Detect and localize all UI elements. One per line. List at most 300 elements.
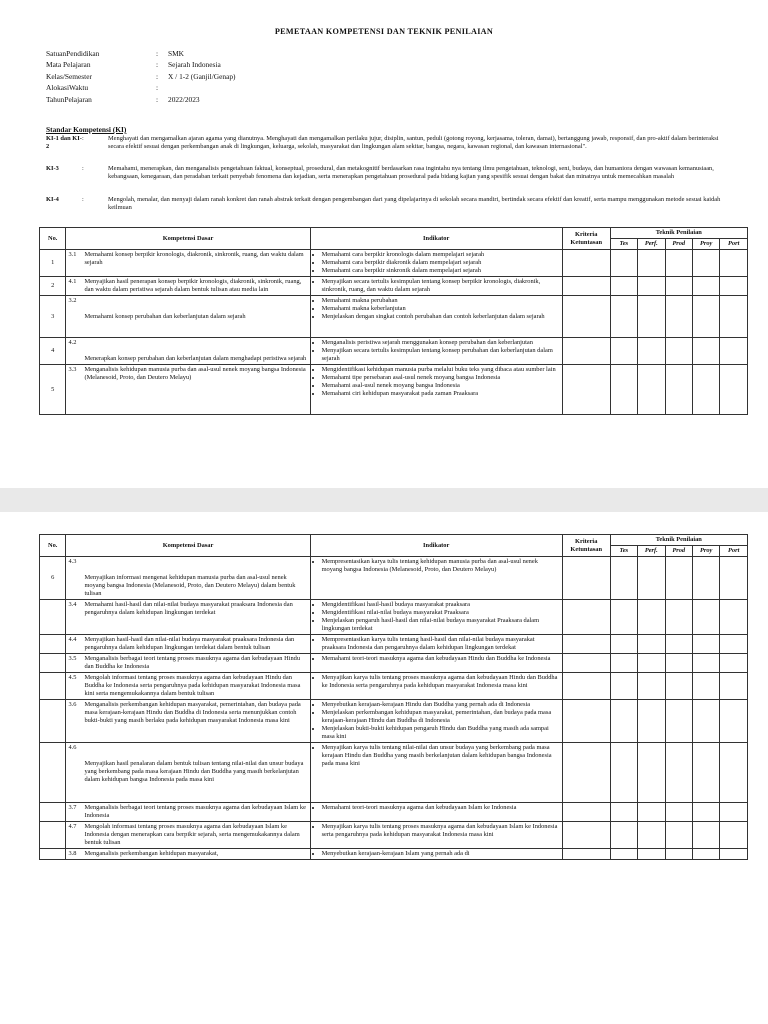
competency-number: 4.4	[68, 636, 77, 643]
indicator-list	[313, 297, 560, 321]
competency-line	[68, 366, 307, 382]
technique-prod-cell	[665, 849, 692, 860]
technique-perf-cell	[638, 849, 665, 860]
ki-colon: :	[82, 165, 84, 172]
technique-prod-cell	[665, 635, 692, 654]
competency-cell	[66, 654, 310, 673]
indicator-item: • Memahami ciri kehidupan masyarakat pada zaman Praaksara	[322, 390, 560, 398]
header-kk: Kriteria Ketuntasan	[562, 535, 610, 557]
header-perf: Perf.	[638, 239, 665, 250]
technique-proy-cell	[692, 743, 719, 803]
table-row	[40, 673, 748, 700]
criteria-cell	[562, 743, 610, 803]
competency-line	[68, 558, 307, 566]
competency-cell	[66, 296, 310, 338]
technique-proy-cell	[692, 673, 719, 700]
indicator-item: • Mempresentasikan karya tulis tentang kehidupan manusia purba dan asal-usul nenek moyang bangsa Indonesia (Melanesoid, Proto, dan Deutero Melayu)	[322, 558, 560, 574]
table-row	[40, 803, 748, 822]
technique-tes-cell	[610, 849, 637, 860]
table-row	[40, 743, 748, 803]
technique-perf-cell	[638, 700, 665, 743]
technique-port-cell	[720, 803, 748, 822]
competency-number	[68, 355, 84, 363]
competency-number: 4.1	[68, 278, 77, 285]
technique-port-cell	[720, 338, 748, 365]
table-row	[40, 849, 748, 860]
technique-prod-cell	[665, 250, 692, 277]
competency-text: Menganalisis berbagai teori tentang proses masuknya agama dan kebudayaan Islam ke Indonesia	[84, 804, 306, 819]
indicator-item: • Mengidentifikasi nilai-nilai budaya masyarakat Praaksara	[322, 609, 560, 617]
meta-value: 2022/2023	[168, 94, 200, 104]
header-tp: Teknik Penilaian	[610, 535, 747, 546]
ki-label: KI-4	[46, 196, 59, 203]
competency-line	[68, 760, 307, 784]
technique-perf-cell	[638, 635, 665, 654]
competency-text: Menyajikan hasil penalaran dalam bentuk tulisan tentang nilai-nilai dan unsur budaya yang berkembang pada masa kerajaan Hindu dan Buddha yang masih berkelanjutan dalam kehidupan bangsa Indonesia pada masa kini	[84, 760, 304, 783]
header-proy: Proy	[692, 546, 719, 557]
technique-port-cell	[720, 673, 748, 700]
criteria-cell	[562, 822, 610, 849]
competency-line	[68, 804, 307, 820]
competency-text: Menganalisis berbagai teori tentang proses masuknya agama dan kebudayaan Hindu dan Buddha ke Indonesia	[84, 655, 301, 670]
criteria-cell	[562, 700, 610, 743]
indicator-item: • Memahami makna keberlanjutan	[322, 305, 560, 313]
meta-label: AlokasiWaktu	[46, 83, 89, 93]
criteria-cell	[562, 600, 610, 635]
technique-prod-cell	[665, 365, 692, 415]
identity-block	[46, 48, 236, 105]
competency-number: 3.1	[68, 251, 77, 258]
technique-prod-cell	[665, 277, 692, 296]
competency-cell	[66, 277, 310, 296]
document-page-2	[0, 512, 768, 1024]
indicator-item: • Menjelaskan pengaruh hasil-hasil dan nilai-nilai budaya masyarakat Praaksara dalam lingkungan terdekat	[322, 617, 560, 633]
indicator-item: • Menjelaskan bukti-bukti kehidupan pengaruh Hindu dan Buddha yang masih ada sampai masa kini	[322, 725, 560, 741]
technique-tes-cell	[610, 700, 637, 743]
competency-line	[68, 701, 307, 725]
competency-text: Memahami konsep perubahan dan keberlanjutan dalam sejarah	[84, 313, 246, 320]
criteria-cell	[562, 250, 610, 277]
indicator-cell	[310, 365, 562, 415]
header-ind: Indikator	[310, 228, 562, 250]
competency-number: 3.5	[68, 655, 77, 662]
meta-row	[46, 82, 236, 93]
technique-perf-cell	[638, 803, 665, 822]
meta-row	[46, 48, 236, 59]
technique-perf-cell	[638, 338, 665, 365]
technique-tes-cell	[610, 557, 637, 600]
indicator-item: • Memahami makna perubahan	[322, 297, 560, 305]
competency-cell	[66, 365, 310, 415]
technique-prod-cell	[665, 338, 692, 365]
technique-prod-cell	[665, 654, 692, 673]
row-number	[40, 849, 66, 860]
indicator-list	[313, 601, 560, 633]
technique-port-cell	[720, 277, 748, 296]
competency-text: Mengolah informasi tentang proses masuknya agama dan kebudayaan Islam ke Indonesia dengan menerapkan cara berpikir sejarah, serta mengemukakannya dalam bentuk tulisan	[84, 823, 300, 846]
competency-line	[68, 278, 307, 294]
table-header-row	[40, 228, 748, 239]
competency-number: 3.2	[68, 297, 77, 304]
competency-line	[68, 297, 307, 305]
row-number: 1	[40, 250, 66, 277]
technique-prod-cell	[665, 296, 692, 338]
ki-text: Mengolah, menalar, dan menyaji dalam ranah konkret dan ranah abstrak terkait dengan pengembangan dari yang dipelajarinya di sekolah secara mandiri, bertindak secara efektif dan kreatif, serta mampu menggunakan metode sesuai kaidah keilmuan	[108, 196, 721, 212]
row-number	[40, 700, 66, 743]
competency-number: 4.7	[68, 823, 77, 830]
table-header-row	[40, 535, 748, 546]
competency-line	[68, 355, 307, 363]
indicator-cell	[310, 654, 562, 673]
technique-tes-cell	[610, 250, 637, 277]
competency-text: Mengolah informasi tentang proses masuknya agama dan kebudayaan Hindu dan Buddha ke Indonesia serta pengaruhnya pada kehidupan masyarakat Indonesia masa kini serta mengemukakannya dalam bentuk tulisan	[84, 674, 301, 697]
meta-colon: :	[156, 71, 159, 81]
technique-port-cell	[720, 700, 748, 743]
technique-prod-cell	[665, 600, 692, 635]
row-number	[40, 743, 66, 803]
competency-text: Memahami konsep berpikir kronologis, diakronik, sinkronik, ruang, dan waktu dalam sejarah	[84, 251, 304, 266]
technique-proy-cell	[692, 365, 719, 415]
competency-number: 4.3	[68, 558, 77, 565]
technique-perf-cell	[638, 673, 665, 700]
technique-perf-cell	[638, 654, 665, 673]
technique-perf-cell	[638, 277, 665, 296]
competency-number: 4.6	[68, 744, 77, 751]
technique-port-cell	[720, 849, 748, 860]
indicator-cell	[310, 803, 562, 822]
table-row	[40, 635, 748, 654]
row-number: 4	[40, 338, 66, 365]
criteria-cell	[562, 557, 610, 600]
indicator-item: • Menyajikan karya tulis tentang nilai-nilai dan unsur budaya yang berkembang pada masa kerajaan Hindu dan Buddha yang masih berkelanjutan dalam kehidupan bangsa Indonesia pada masa kini	[322, 744, 560, 768]
meta-colon: :	[156, 83, 159, 93]
technique-perf-cell	[638, 557, 665, 600]
indicator-item: • Memahami cara berpikir kronologis dalam mempelajari sejarah	[322, 251, 560, 259]
technique-proy-cell	[692, 849, 719, 860]
technique-tes-cell	[610, 365, 637, 415]
technique-proy-cell	[692, 296, 719, 338]
indicator-item: • Menyajikan karya tulis tentang proses masuknya agama dan kebudayaan Hindu dan Buddha ke Indonesia serta pengaruhnya pada kehidupan masyarakat Indonesia masa kini	[322, 674, 560, 690]
technique-prod-cell	[665, 803, 692, 822]
ki-label: KI-1 dan KI-2	[46, 135, 82, 151]
competency-text: Menerapkan konsep perubahan dan keberlanjutan dalam menghadapi peristiwa sejarah	[84, 355, 307, 362]
technique-prod-cell	[665, 673, 692, 700]
indicator-item: • Menyajikan secara tertulis kesimpulan tentang konsep berpikir kronologis, diakronik, sinkronik, ruang, dan waktu dalam sejarah	[322, 278, 560, 294]
technique-port-cell	[720, 296, 748, 338]
indicator-list	[313, 366, 560, 398]
competency-text: Menyajikan informasi mengenai kehidupan manusia purba dan asal-usul nenek moyang bangsa Indonesia (Melanesoid, Proto, dan Deutero Melayu) dalam bentuk tulisan	[84, 574, 296, 597]
competency-number: 3.6	[68, 701, 77, 708]
competency-cell	[66, 600, 310, 635]
criteria-cell	[562, 338, 610, 365]
technique-tes-cell	[610, 822, 637, 849]
indicator-list	[313, 339, 560, 363]
criteria-cell	[562, 673, 610, 700]
technique-perf-cell	[638, 822, 665, 849]
indicator-cell	[310, 296, 562, 338]
competency-text: Menyajikan hasil penerapan konsep berpikir kronologis, diakronik, sinkronik, ruang, dan waktu dalam peristiwa sejarah dalam bentuk tulisan atau media lain	[84, 278, 302, 293]
technique-proy-cell	[692, 557, 719, 600]
ki-text: Memahami, menerapkan, dan menganalisis pengetahuan faktual, konseptual, prosedural, dan metakognitif berdasarkan rasa ingintahu nya tentang ilmu pengetahuan, teknologi, seni, budaya, dan humaniora dengan wawasan kemanusiaan, kebangsaan, kenegaraan, dan peradaban terkait penyebab fenomena dan kejadian, serta menerapkan pengetahuan prosedural pada bidang kajian yang spesifik sesuai dengan bakat dan minatnya untuk memecahkan masalah	[108, 165, 714, 181]
indicator-item: • Mempresentasikan karya tulis tentang hasil-hasil dan nilai-nilai budaya masyarakat praaksara Indonesia dan pengaruhnya dalam kehidupan lingkungan terdekat	[322, 636, 560, 652]
indicator-item: • Menjelaskan dengan singkat contoh perubahan dan contoh keberlanjutan dalam sejarah	[322, 313, 560, 321]
technique-perf-cell	[638, 743, 665, 803]
technique-port-cell	[720, 822, 748, 849]
row-number: 6	[40, 557, 66, 600]
competency-line	[68, 574, 307, 598]
technique-tes-cell	[610, 635, 637, 654]
meta-row	[46, 94, 236, 105]
header-proy: Proy	[692, 239, 719, 250]
header-port: Port	[720, 239, 748, 250]
meta-label: TahunPelajaran	[46, 94, 92, 104]
ki-row	[46, 165, 736, 182]
technique-tes-cell	[610, 277, 637, 296]
row-number	[40, 600, 66, 635]
meta-row	[46, 59, 236, 70]
indicator-item: • Memahami cara berpikir diakronik dalam mempelajari sejarah	[322, 259, 560, 267]
header-port: Port	[720, 546, 748, 557]
table-row	[40, 338, 748, 365]
table-row	[40, 557, 748, 600]
competency-line	[68, 339, 307, 347]
competency-line	[68, 744, 307, 752]
indicator-list	[313, 558, 560, 574]
technique-proy-cell	[692, 803, 719, 822]
technique-tes-cell	[610, 654, 637, 673]
criteria-cell	[562, 296, 610, 338]
meta-label: Kelas/Semester	[46, 71, 92, 81]
technique-port-cell	[720, 635, 748, 654]
technique-perf-cell	[638, 600, 665, 635]
table-row	[40, 365, 748, 415]
ki-colon: :	[82, 196, 84, 203]
indicator-list	[313, 804, 560, 812]
row-number	[40, 822, 66, 849]
indicator-cell	[310, 277, 562, 296]
indicator-item: • Mengidentifikasi hasil-hasil budaya masyarakat praaksara	[322, 601, 560, 609]
header-tes: Tes	[610, 546, 637, 557]
criteria-cell	[562, 849, 610, 860]
indicator-list	[313, 744, 560, 768]
indicator-cell	[310, 673, 562, 700]
competency-line	[68, 636, 307, 652]
header-kd: Kompetensi Dasar	[66, 228, 310, 250]
technique-prod-cell	[665, 557, 692, 600]
competency-number	[68, 313, 84, 321]
page-title: PEMETAAN KOMPETENSI DAN TEKNIK PENILAIAN	[274, 27, 494, 36]
row-number: 2	[40, 277, 66, 296]
header-no: No.	[40, 535, 66, 557]
competency-text: Menganalisis perkembangan kehidupan masyarakat, pemerintahan, dan budaya pada masa kerajaan-kerajaan Hindu dan Buddha di Indonesia serta menunjukkan contoh bukti-bukti yang masih berlaku pada kehidupan masyarakat Indonesia masa kini	[84, 701, 301, 724]
competency-number: 4.2	[68, 339, 77, 346]
competency-cell	[66, 338, 310, 365]
technique-tes-cell	[610, 743, 637, 803]
indicator-cell	[310, 600, 562, 635]
indicator-cell	[310, 250, 562, 277]
technique-proy-cell	[692, 250, 719, 277]
technique-perf-cell	[638, 250, 665, 277]
technique-tes-cell	[610, 600, 637, 635]
competency-number	[68, 574, 84, 598]
competency-cell	[66, 700, 310, 743]
indicator-cell	[310, 849, 562, 860]
header-tp: Teknik Penilaian	[610, 228, 747, 239]
table-row	[40, 296, 748, 338]
technique-proy-cell	[692, 654, 719, 673]
competency-line	[68, 251, 307, 267]
competency-cell	[66, 673, 310, 700]
competency-number: 4.5	[68, 674, 77, 681]
technique-proy-cell	[692, 277, 719, 296]
indicator-list	[313, 655, 560, 663]
indicator-item: • Mengidentifikasi kehidupan manusia purba melalui buku teks yang dibaca atau sumber lain	[322, 366, 560, 374]
indicator-item: • Memahami cara berpikir sinkronik dalam mempelajari sejarah	[322, 267, 560, 275]
competency-number: 3.8	[68, 850, 77, 857]
competency-cell	[66, 849, 310, 860]
table-row	[40, 822, 748, 849]
technique-perf-cell	[638, 365, 665, 415]
row-number: 3	[40, 296, 66, 338]
indicator-item: • Memahami teori-teori masuknya agama dan kebudayaan Islam ke Indonesia	[322, 804, 560, 812]
meta-colon: :	[156, 94, 159, 104]
ki-row	[46, 135, 736, 152]
header-perf: Perf.	[638, 546, 665, 557]
row-number: 5	[40, 365, 66, 415]
table-row	[40, 654, 748, 673]
header-ind: Indikator	[310, 535, 562, 557]
indicator-list	[313, 278, 560, 294]
competency-line	[68, 823, 307, 847]
page-gap	[0, 488, 768, 512]
competency-table-2	[39, 534, 748, 860]
criteria-cell	[562, 803, 610, 822]
indicator-item: • Menjelaskan perkembangan kehidupan masyarakat, pemerintahan, dan budaya pada masa kerajaan-kerajaan Hindu dan Buddha di Indonesia	[322, 709, 560, 725]
header-no: No.	[40, 228, 66, 250]
ki-colon: :	[82, 135, 84, 142]
technique-port-cell	[720, 654, 748, 673]
table-row	[40, 700, 748, 743]
indicator-list	[313, 674, 560, 690]
competency-cell	[66, 250, 310, 277]
ki-text: Menghayati dan mengamalkan ajaran agama yang dianutnya. Menghayati dan mengamalkan perilaku jujur, disiplin, santun, peduli (gotong royong, kerjasama, toleran, damai), bertanggung jawab, responsif, dan pro-aktif dalam berinteraksi secara efektif sesuai dengan perkembangan anak di lingkungan, keluarga, sekolah, masyarakat dan lingkungan alam sekitar, bangsa, negara, kawasan regional, dan kawasan internasional".	[108, 135, 719, 151]
technique-port-cell	[720, 365, 748, 415]
row-number	[40, 635, 66, 654]
table-row	[40, 277, 748, 296]
indicator-item: • Menyajikan karya tulis tentang proses masuknya agama dan kebudayaan Islam ke Indonesia serta pengaruhnya pada kehidupan masyarakat Indonesia masa kini	[322, 823, 560, 839]
competency-number: 3.3	[68, 366, 77, 373]
competency-cell	[66, 635, 310, 654]
table-row	[40, 250, 748, 277]
criteria-cell	[562, 365, 610, 415]
technique-tes-cell	[610, 803, 637, 822]
indicator-item: • Memahami asal-usul nenek moyang bangsa Indonesia	[322, 382, 560, 390]
indicator-cell	[310, 822, 562, 849]
competency-line	[68, 313, 307, 321]
header-prod: Prod	[665, 239, 692, 250]
competency-number: 3.4	[68, 601, 77, 608]
competency-number: 3.7	[68, 804, 77, 811]
technique-port-cell	[720, 743, 748, 803]
competency-line	[68, 850, 307, 858]
technique-tes-cell	[610, 673, 637, 700]
technique-prod-cell	[665, 700, 692, 743]
indicator-item: • Menyebutkan kerajaan-kerajaan Hindu dan Buddha yang pernah ada di Indonesia	[322, 701, 560, 709]
technique-prod-cell	[665, 822, 692, 849]
meta-colon: :	[156, 49, 159, 58]
competency-cell	[66, 557, 310, 600]
header-tes: Tes	[610, 239, 637, 250]
row-number	[40, 654, 66, 673]
indicator-list	[313, 701, 560, 741]
meta-row	[46, 71, 236, 82]
technique-proy-cell	[692, 635, 719, 654]
competency-line	[68, 674, 307, 698]
technique-proy-cell	[692, 822, 719, 849]
indicator-cell	[310, 743, 562, 803]
document-page-1	[0, 0, 768, 488]
competency-text: Menganalisis perkembangan kehidupan masyarakat,	[84, 850, 219, 857]
indicator-item: • Menganalisis peristiwa sejarah menggunakan konsep perubahan dan keberlanjutan	[322, 339, 560, 347]
competency-number	[68, 760, 84, 784]
technique-proy-cell	[692, 600, 719, 635]
competency-cell	[66, 743, 310, 803]
meta-label: Mata Pelajaran	[46, 60, 91, 70]
ki-row	[46, 196, 736, 213]
indicator-list	[313, 636, 560, 652]
row-number	[40, 673, 66, 700]
competency-cell	[66, 822, 310, 849]
standard-competency-heading: Standar Kompetensi (KI)	[46, 125, 127, 134]
competency-text: Memahami hasil-hasil dan nilai-nilai budaya masyarakat praaksara Indonesia dan pengaruhnya dalam kehidupan lingkungan terdekat	[84, 601, 293, 616]
meta-value: Sejarah Indonesia	[168, 60, 221, 70]
competency-table-1	[39, 227, 748, 415]
meta-label: SatuanPendidikan	[46, 49, 100, 58]
technique-port-cell	[720, 600, 748, 635]
table-row	[40, 600, 748, 635]
competency-text: Menyajikan hasil-hasil dan nilai-nilai budaya masyarakat praaksara Indonesia dan pengaruhnya dalam kehidupan lingkungan terdekat dalam bentuk tulisan	[84, 636, 295, 651]
technique-tes-cell	[610, 338, 637, 365]
indicator-list	[313, 823, 560, 839]
indicator-list	[313, 850, 560, 858]
technique-tes-cell	[610, 296, 637, 338]
meta-value: SMK	[168, 49, 185, 58]
header-kd: Kompetensi Dasar	[66, 535, 310, 557]
meta-colon: :	[156, 60, 159, 70]
indicator-cell	[310, 700, 562, 743]
row-number	[40, 803, 66, 822]
technique-proy-cell	[692, 700, 719, 743]
criteria-cell	[562, 635, 610, 654]
competency-text: Menganalisis kehidupan manusia purba dan asal-usul nenek moyang bangsa Indonesia (Melanesoid, Proto, dan Deutero Melayu)	[84, 366, 306, 381]
indicator-item: • Memahami tipe persebaran asal-usul nenek moyang bangsa Indonesia	[322, 374, 560, 382]
header-kk: Kriteria Ketuntasan	[562, 228, 610, 250]
competency-line	[68, 655, 307, 671]
indicator-cell	[310, 557, 562, 600]
indicator-cell	[310, 338, 562, 365]
meta-value: X / 1-2 (Ganjil/Genap)	[168, 71, 236, 81]
ki-label: KI-3	[46, 165, 59, 172]
indicator-cell	[310, 635, 562, 654]
indicator-list	[313, 251, 560, 275]
technique-port-cell	[720, 250, 748, 277]
header-prod: Prod	[665, 546, 692, 557]
technique-port-cell	[720, 557, 748, 600]
indicator-item: • Memahami teori-teori masuknya agama dan kebudayaan Hindu dan Buddha ke Indonesia	[322, 655, 560, 663]
criteria-cell	[562, 277, 610, 296]
competency-line	[68, 601, 307, 617]
technique-perf-cell	[638, 296, 665, 338]
